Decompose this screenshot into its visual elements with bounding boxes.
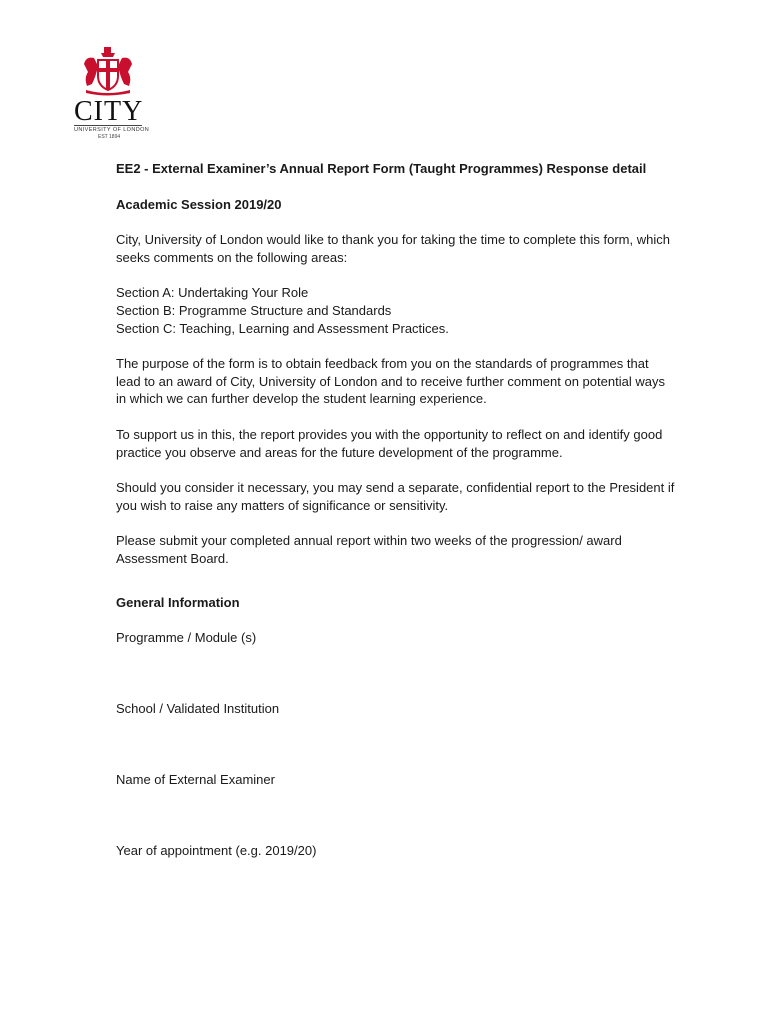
confidential-paragraph: Should you consider it necessary, you may send a separate, confidential report to the President if you wish to raise any matters of significance or sensitivity. bbox=[116, 480, 675, 513]
field-external-examiner-name: Name of External Examiner bbox=[116, 772, 275, 788]
academic-session: Academic Session 2019/20 bbox=[116, 196, 282, 212]
logo-established: EST 1894 bbox=[98, 134, 121, 140]
logo-subtitle: UNIVERSITY OF LONDON bbox=[74, 127, 150, 133]
section-item: Section A: Undertaking Your Role bbox=[116, 285, 309, 301]
field-year-of-appointment: Year of appointment (e.g. 2019/20) bbox=[116, 843, 317, 859]
purpose-paragraph: The purpose of the form is to obtain feedback from you on the standards of programmes that lead to an award of City, University of London and to receive further comment on potential ways in which we can further develop the student learning experience. bbox=[116, 356, 665, 407]
section-list bbox=[116, 284, 676, 337]
field-programme-module: Programme / Module (s) bbox=[116, 630, 257, 646]
city-university-logo bbox=[72, 46, 150, 142]
document-title: EE2 - External Examiner’s Annual Report Form (Taught Programmes) Response detail bbox=[116, 161, 647, 176]
submit-paragraph: Please submit your completed annual report within two weeks of the progression/ award Assessment Board. bbox=[116, 533, 622, 566]
document-body bbox=[116, 160, 676, 860]
support-paragraph: To support us in this, the report provides you with the opportunity to reflect on and identify good practice you observe and areas for the future development of the programme. bbox=[116, 426, 663, 460]
field-school-institution: School / Validated Institution bbox=[116, 701, 280, 717]
section-item: Section B: Programme Structure and Standards bbox=[116, 302, 392, 318]
logo-wordmark: CITY bbox=[74, 96, 144, 127]
intro-paragraph: City, University of London would like to thank you for taking the time to complete this form, which seeks comments on the following areas: bbox=[116, 232, 670, 265]
section-item: Section C: Teaching, Learning and Assessment Practices. bbox=[116, 320, 449, 336]
crest-icon bbox=[72, 46, 144, 98]
general-info-heading: General Information bbox=[116, 594, 240, 610]
